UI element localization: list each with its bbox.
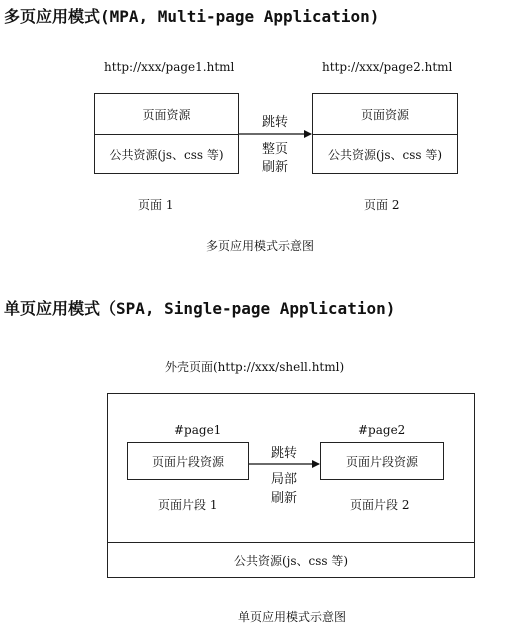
- mpa-url-page1: http://xxx/page1.html: [104, 60, 235, 74]
- mpa-page2-resource: 页面资源: [360, 107, 409, 122]
- mpa-page1-label: 页面 1: [138, 198, 174, 212]
- spa-arrow-text-bottom: 刷新: [270, 491, 297, 506]
- spa-fragment2-resource: 页面片段资源: [345, 454, 418, 469]
- spa-arrow-text-mid: 局部: [270, 472, 297, 487]
- spa-arrow-text-top: 跳转: [270, 446, 297, 461]
- mpa-page2-public: 公共资源(js、css 等): [327, 148, 443, 162]
- mpa-url-page2: http://xxx/page2.html: [322, 60, 453, 74]
- mpa-page1-public: 公共资源(js、css 等): [109, 148, 224, 162]
- spa-hash-page2: #page2: [358, 423, 406, 437]
- spa-fragment2-label: 页面片段 2: [350, 498, 410, 512]
- spa-fragment1-label: 页面片段 1: [158, 498, 218, 512]
- spa-caption: 单页应用模式示意图: [238, 610, 347, 624]
- mpa-arrow-text-bottom: 刷新: [261, 160, 288, 175]
- spa-fragment1-resource: 页面片段资源: [151, 454, 224, 469]
- mpa-page1-resource: 页面资源: [142, 107, 191, 122]
- mpa-arrow-text-top: 跳转: [261, 115, 288, 130]
- mpa-arrow-text-mid: 整页: [261, 142, 288, 157]
- spa-hash-page1: #page1: [174, 423, 222, 437]
- mpa-caption: 多页应用模式示意图: [206, 239, 315, 253]
- spa-public-resource: 公共资源(js、css 等): [233, 553, 349, 568]
- spa-heading: 单页应用模式（SPA, Single-page Application): [4, 299, 396, 318]
- spa-shell-label: 外壳页面(http://xxx/shell.html): [165, 360, 345, 374]
- mpa-heading: 多页应用模式(MPA, Multi-page Application): [4, 7, 380, 26]
- mpa-page2-label: 页面 2: [364, 198, 400, 212]
